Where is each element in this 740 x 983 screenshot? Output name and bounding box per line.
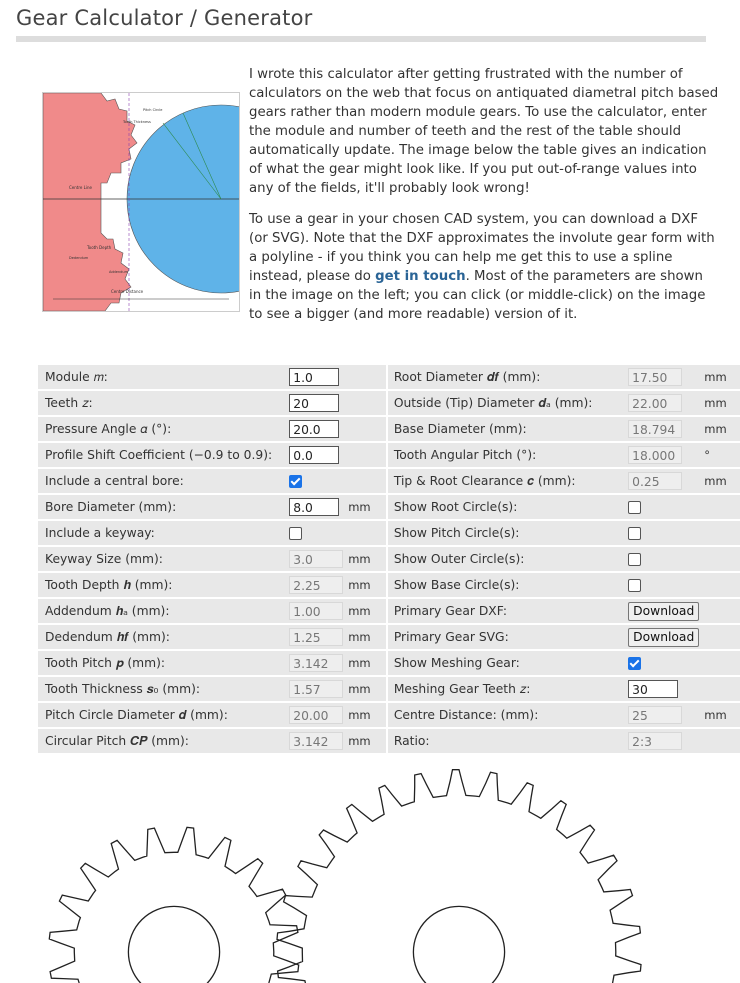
addendum-label: Addendum: [109, 270, 128, 274]
table-row: [38, 495, 740, 519]
base-diameter-mm-unit: mm: [699, 417, 740, 441]
pressure-angle-field[interactable]: 20.0: [289, 420, 339, 438]
root-diameter-mm-field: 17.50: [628, 368, 682, 386]
tip-root-clearance-mm-field: 0.25: [628, 472, 682, 490]
circular-pitch-mm-unit: mm: [345, 729, 386, 753]
teeth-field[interactable]: 20: [289, 394, 339, 412]
show-outer-circle-s-checkbox[interactable]: [628, 553, 641, 566]
tip-root-clearance-mm-label: Tip & Root Clearance 𝒄 (mm):: [388, 469, 620, 493]
pitch-circle-diameter-mm-label: Pitch Circle Diameter 𝒅 (mm):: [38, 703, 281, 727]
module-field[interactable]: 1.0: [289, 368, 339, 386]
meshing-gear-outline: [277, 770, 641, 983]
table-row: [38, 391, 740, 415]
table-row: [38, 521, 740, 545]
addendum-mm-unit: mm: [345, 599, 386, 623]
outside-tip-diameter-mm-field: 22.00: [628, 394, 682, 412]
base-diameter-mm-label: Base Diameter (mm):: [388, 417, 620, 441]
centre-distance-label: Centre Distance: [111, 289, 144, 294]
include-a-central-bore-checkbox[interactable]: [289, 475, 302, 488]
ratio-label: Ratio:: [388, 729, 620, 753]
show-meshing-gear-checkbox[interactable]: [628, 657, 641, 670]
table-row: [38, 625, 740, 649]
profile-shift-coefficient-0-9-to-0-9-field[interactable]: 0.0: [289, 446, 339, 464]
primary-gear-svg-download-button[interactable]: Download: [628, 628, 699, 647]
dedendum-mm-unit: mm: [345, 625, 386, 649]
table-row: [38, 365, 740, 389]
gear-diagram-thumbnail[interactable]: [42, 92, 240, 312]
show-root-circle-s-label: Show Root Circle(s):: [388, 495, 620, 519]
keyway-size-mm-field: 3.0: [289, 550, 343, 568]
tooth-depth-mm-field: 2.25: [289, 576, 343, 594]
tooth-depth-label: Tooth Depth: [87, 245, 112, 250]
dedendum-mm-label: Dedendum 𝒉𝒇 (mm):: [38, 625, 281, 649]
get-in-touch-link[interactable]: get in touch: [375, 269, 466, 284]
keyway-size-mm-label: Keyway Size (mm):: [38, 547, 281, 571]
module-label: Module 𝑚:: [38, 365, 281, 389]
pressure-angle-unit: [345, 417, 386, 441]
outside-tip-diameter-mm-label: Outside (Tip) Diameter 𝒅ₐ (mm):: [388, 391, 620, 415]
table-row: [38, 573, 740, 597]
tooth-thickness-mm-unit: mm: [345, 677, 386, 701]
show-base-circle-s-label: Show Base Circle(s):: [388, 573, 620, 597]
table-row: [38, 677, 740, 701]
gear-diagram-svg: [43, 93, 239, 311]
left-gear-shape: [43, 93, 137, 311]
teeth-unit: [345, 391, 386, 415]
intro-paragraph-1: I wrote this calculator after getting frustrated with the number of calculators on the web that focus on antiquated diametral pitch based gears rather than modern module gears. To use the calculator, enter the module and number of teeth and the rest of the table should automatically update. The image below the table gives an indication of what the gear might look like. If you put out-of-range values into any of the fields, it'll probably look wrong!: [249, 67, 719, 196]
meshing-gear-teeth-label: Meshing Gear Teeth 𝑧:: [388, 677, 620, 701]
dedendum-mm-field: 1.25: [289, 628, 343, 646]
tip-root-clearance-mm-unit: mm: [699, 469, 740, 493]
tooth-depth-mm-unit: mm: [345, 573, 386, 597]
tooth-thickness-label: Tooth Thickness: [123, 120, 151, 124]
tooth-angular-pitch-label: Tooth Angular Pitch (°):: [388, 443, 620, 467]
bore-diameter-mm-field[interactable]: 8.0: [289, 498, 339, 516]
intro-paragraph-2-end: . Most of the parameters are shown in the image on the left; you can click (or middle-click) on the image to see a bigger (and more readable) version of it.: [249, 269, 706, 322]
show-base-circle-s-checkbox[interactable]: [628, 579, 641, 592]
dedendum-label: Dedendum: [69, 256, 89, 260]
gear-parameters-table: [38, 363, 740, 755]
tooth-pitch-mm-unit: mm: [345, 651, 386, 675]
circular-pitch-mm-field: 3.142: [289, 732, 343, 750]
circular-pitch-mm-label: Circular Pitch 𝑪𝑷 (mm):: [38, 729, 281, 753]
pitch-circle-diameter-mm-field: 20.00: [289, 706, 343, 724]
show-pitch-circle-s-label: Show Pitch Circle(s):: [388, 521, 620, 545]
base-diameter-mm-field: 18.794: [628, 420, 682, 438]
tooth-angular-pitch-unit: °: [699, 443, 740, 467]
table-row: [38, 651, 740, 675]
intro-paragraph-2: [249, 210, 719, 324]
table-row: [38, 443, 740, 467]
show-outer-circle-s-label: Show Outer Circle(s):: [388, 547, 620, 571]
table-row: [38, 417, 740, 441]
primary-gear-bore: [128, 906, 219, 983]
bore-diameter-mm-unit: mm: [345, 495, 386, 519]
root-diameter-mm-unit: mm: [699, 365, 740, 389]
primary-gear-svg-label: Primary Gear SVG:: [388, 625, 620, 649]
page-title: Gear Calculator / Generator: [16, 6, 313, 30]
include-a-keyway-checkbox[interactable]: [289, 527, 302, 540]
gear-preview: [0, 750, 740, 983]
profile-shift-coefficient-0-9-to-0-9-label: Profile Shift Coefficient (−0.9 to 0.9):: [38, 443, 281, 467]
table-row: [38, 703, 740, 727]
centre-distance-mm-label: Centre Distance: (mm):: [388, 703, 620, 727]
table-row: [38, 469, 740, 493]
root-diameter-mm-label: Root Diameter 𝒅𝒇 (mm):: [388, 365, 620, 389]
primary-gear-dxf-download-button[interactable]: Download: [628, 602, 699, 621]
meshing-gear-teeth-field[interactable]: 30: [628, 680, 678, 698]
tooth-depth-mm-label: Tooth Depth 𝒉 (mm):: [38, 573, 281, 597]
primary-gear-outline: [49, 827, 298, 983]
teeth-label: Teeth 𝑧:: [38, 391, 281, 415]
centre-distance-mm-unit: mm: [699, 703, 740, 727]
tooth-pitch-mm-field: 3.142: [289, 654, 343, 672]
pitch-circle-label: Pitch Circle: [143, 108, 163, 112]
primary-gear-dxf-label: Primary Gear DXF:: [388, 599, 620, 623]
meshing-gear-teeth-unit: [699, 677, 740, 701]
keyway-size-mm-unit: mm: [345, 547, 386, 571]
intro-paragraph-2-start: To use a gear in your chosen CAD system, you can download a DXF (or SVG). Note that the DXF approximates the involute gear form with a polyline - if you think you can help me get this to use a spline instead, please do: [249, 212, 715, 284]
show-meshing-gear-label: Show Meshing Gear:: [388, 651, 620, 675]
title-divider: [16, 36, 706, 42]
show-pitch-circle-s-checkbox[interactable]: [628, 527, 641, 540]
centre-line-label: Centre Line: [69, 185, 92, 190]
addendum-mm-field: 1.00: [289, 602, 343, 620]
outside-tip-diameter-mm-unit: mm: [699, 391, 740, 415]
profile-shift-coefficient-0-9-to-0-9-unit: [345, 443, 386, 467]
pitch-circle-diameter-mm-unit: mm: [345, 703, 386, 727]
addendum-mm-label: Addendum 𝒉ₐ (mm):: [38, 599, 281, 623]
ratio-field: 2:3: [628, 732, 682, 750]
include-a-keyway-label: Include a keyway:: [38, 521, 281, 545]
tooth-thickness-mm-label: Tooth Thickness 𝒔₀ (mm):: [38, 677, 281, 701]
module-unit: [345, 365, 386, 389]
pressure-angle-label: Pressure Angle 𝛼 (°):: [38, 417, 281, 441]
tooth-thickness-mm-field: 1.57: [289, 680, 343, 698]
table-row: [38, 599, 740, 623]
include-a-central-bore-label: Include a central bore:: [38, 469, 281, 493]
tooth-pitch-mm-label: Tooth Pitch 𝒑 (mm):: [38, 651, 281, 675]
show-root-circle-s-checkbox[interactable]: [628, 501, 641, 514]
tooth-angular-pitch-field: 18.000: [628, 446, 682, 464]
centre-distance-mm-field: 25: [628, 706, 682, 724]
intro-text: [249, 65, 719, 336]
bore-diameter-mm-label: Bore Diameter (mm):: [38, 495, 281, 519]
meshing-gear-bore: [413, 906, 504, 983]
table-row: [38, 547, 740, 571]
